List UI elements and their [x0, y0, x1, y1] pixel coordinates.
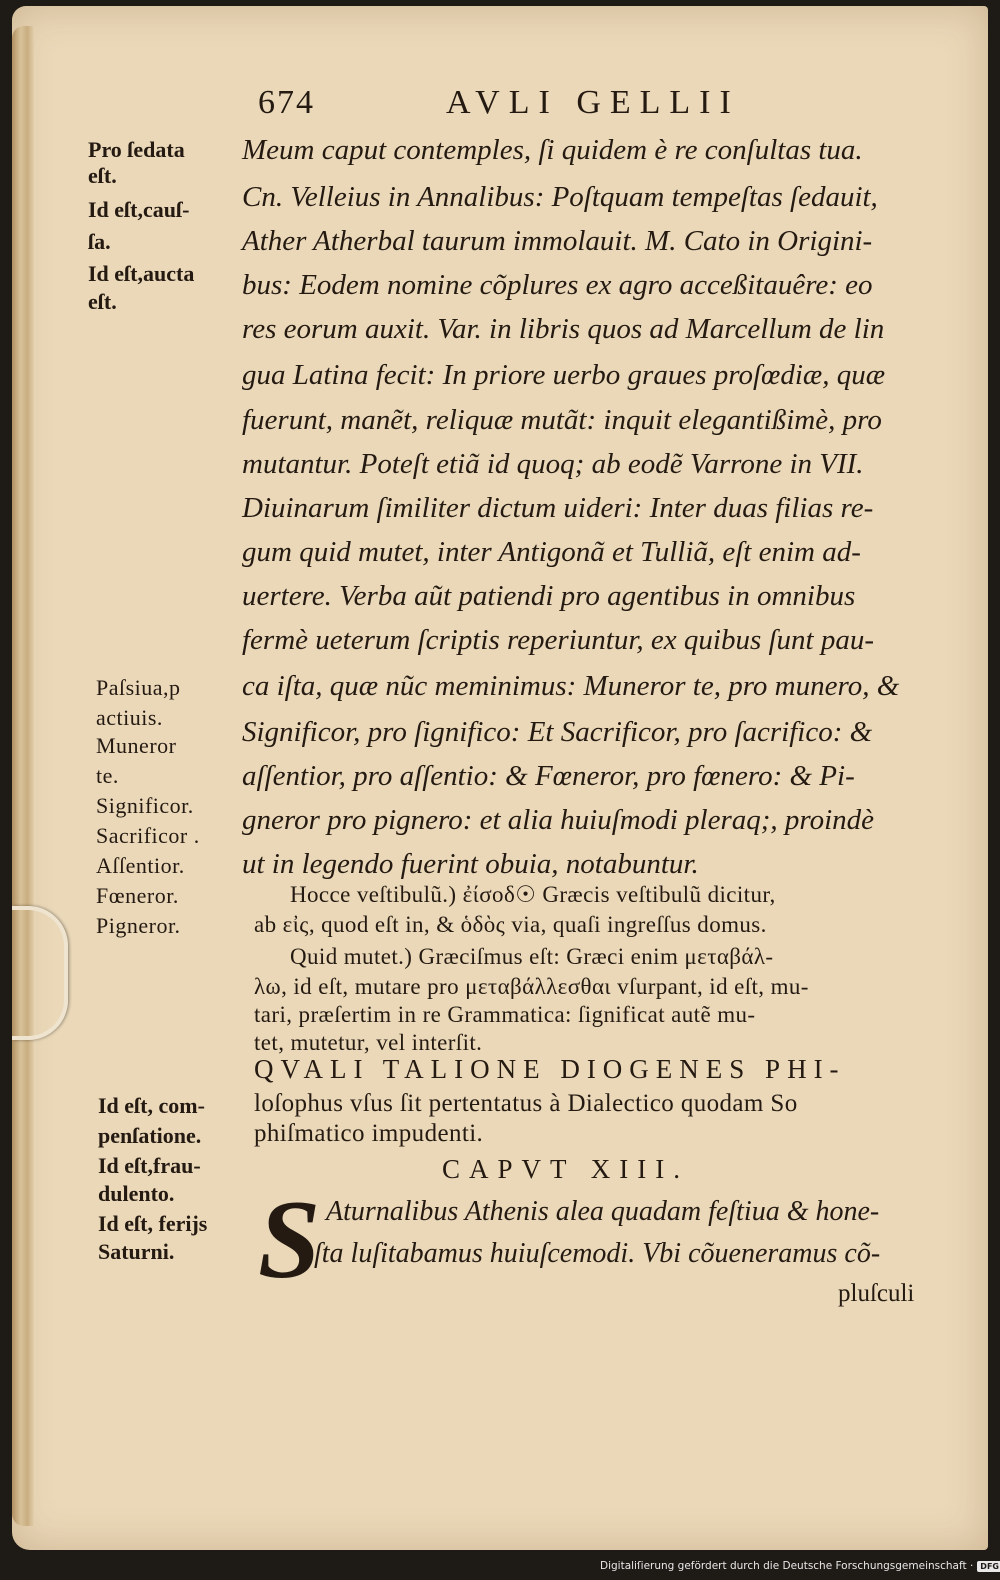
- text-line: Significor, pro ſignifico: Et Sacrificor, pro ſacrifico: &: [242, 716, 873, 748]
- margin-note: Id eſt,frau-: [98, 1153, 201, 1178]
- note-line: tet, mutetur, vel interſit.: [254, 1030, 483, 1055]
- bookmark-clasp: [12, 906, 68, 1040]
- page-header: [258, 84, 798, 132]
- digitization-credit: Digitaliſierung gefördert durch die Deutsche Forschungsgemeinschaft ·: [600, 1560, 974, 1572]
- chapter-number: CAPVT XIII.: [442, 1154, 689, 1184]
- margin-note: dulento.: [98, 1181, 175, 1206]
- chapter-heading-line: QVALI TALIONE DIOGENES PHI-: [254, 1054, 846, 1084]
- drop-cap: S: [258, 1178, 321, 1302]
- margin-note: te.: [96, 763, 119, 788]
- margin-note: Muneror: [96, 733, 177, 758]
- text-line: mutantur. Poteſt etiã id quoq; ab eodẽ Varrone in VII.: [242, 448, 864, 480]
- chapter-heading-line: phiſmatico impudenti.: [254, 1120, 484, 1147]
- text-line: Ather Atherbal taurum immolauit. M. Cato in Origini-: [242, 225, 873, 257]
- margin-note: Id eſt,cauſ-: [88, 197, 190, 222]
- text-line: fuerunt, manẽt, reliquæ mutãt: inquit elegantißimè, pro: [242, 404, 882, 436]
- chapter-heading-line: loſophus vſus ſit pertentatus à Dialectico quodam So: [254, 1090, 798, 1117]
- text-line: bus: Eodem nomine cõplures ex agro acceßitauêre: eo: [242, 269, 873, 301]
- margin-note: Significor.: [96, 793, 194, 818]
- note-line: Quid mutet.) Græciſmus eſt: Græci enim μεταβάλ-: [290, 944, 774, 969]
- margin-note: Id eſt, ferijs: [98, 1211, 208, 1236]
- margin-note: Pro ſedata: [88, 137, 185, 162]
- text-line: gua Latina fecit: In priore uerbo graues proſœdiæ, quæ: [242, 359, 886, 391]
- text-line: Cn. Velleius in Annalibus: Poſtquam tempeſtas ſedauit,: [242, 181, 878, 213]
- margin-note: eſt.: [88, 289, 117, 314]
- text-line: ca iſta, quæ nũc meminimus: Muneror te, pro munero, &: [242, 670, 900, 702]
- margin-note: Paſsiua,p: [96, 675, 181, 700]
- margin-note: Aſſentior.: [96, 853, 185, 878]
- margin-note: Id eſt,aucta: [88, 261, 195, 286]
- digitization-footer: [600, 1556, 998, 1576]
- note-line: Hocce veſtibulũ.) ἐίσοδ☉ Græcis veſtibulũ dicitur,: [290, 882, 776, 907]
- margin-note: Saturni.: [98, 1239, 175, 1264]
- note-line: λω, id eſt, mutare pro μεταβάλλεσθαι vſurpant, id eſt, mu-: [254, 974, 809, 999]
- margin-note: Sacrificor .: [96, 823, 200, 848]
- text-line: ut in legendo fuerint obuia, notabuntur.: [242, 848, 699, 880]
- text-line: gneror pro pignero: et alia huiuſmodi pleraq;, proindè: [242, 804, 875, 836]
- chapter-text-line: ſta luſitabamus huiuſcemodi. Vbi cõueneramus cõ-: [314, 1238, 881, 1269]
- text-line: res eorum auxit. Var. in libris quos ad Marcellum de lin: [242, 313, 885, 345]
- text-line: uertere. Verba aũt patiendi pro agentibus in omnibus: [242, 580, 856, 612]
- catchword: pluſculi: [838, 1280, 915, 1307]
- margin-note: actiuis.: [96, 705, 163, 730]
- note-line: tari, præſertim in re Grammatica: ſignificat autẽ mu-: [254, 1002, 756, 1027]
- margin-note: Fœneror.: [96, 883, 179, 908]
- margin-note: Pigneror.: [96, 913, 181, 938]
- note-line: ab εἰς, quod eſt in, & ὁδὸς via, quaſi ingreſſus domus.: [254, 912, 767, 937]
- margin-note: penſatione.: [98, 1123, 202, 1148]
- text-line: Diuinarum ſimiliter dictum uideri: Inter duas filias re-: [242, 492, 874, 524]
- text-line: Meum caput contemples, ſi quidem è re conſultas tua.: [242, 134, 863, 166]
- chapter-text-line: Aturnalibus Athenis alea quadam feſtiua & hone-: [326, 1196, 880, 1227]
- dfg-logo-icon: DFG: [977, 1561, 1000, 1572]
- running-head: AVLI GELLII: [446, 84, 740, 121]
- page-edge: [12, 26, 34, 1526]
- text-line: fermè ueterum ſcriptis reperiuntur, ex quibus ſunt pau-: [242, 624, 875, 656]
- margin-note: eſt.: [88, 163, 117, 188]
- margin-note: Id eſt, com-: [98, 1093, 205, 1118]
- page-number: 674: [258, 84, 315, 121]
- text-line: aſſentior, pro aſſentio: & Fœneror, pro fœnero: & Pi-: [242, 760, 855, 792]
- margin-note: ſa.: [88, 229, 111, 254]
- text-line: gum quid mutet, inter Antigonã et Tulliã, eſt enim ad-: [242, 536, 861, 568]
